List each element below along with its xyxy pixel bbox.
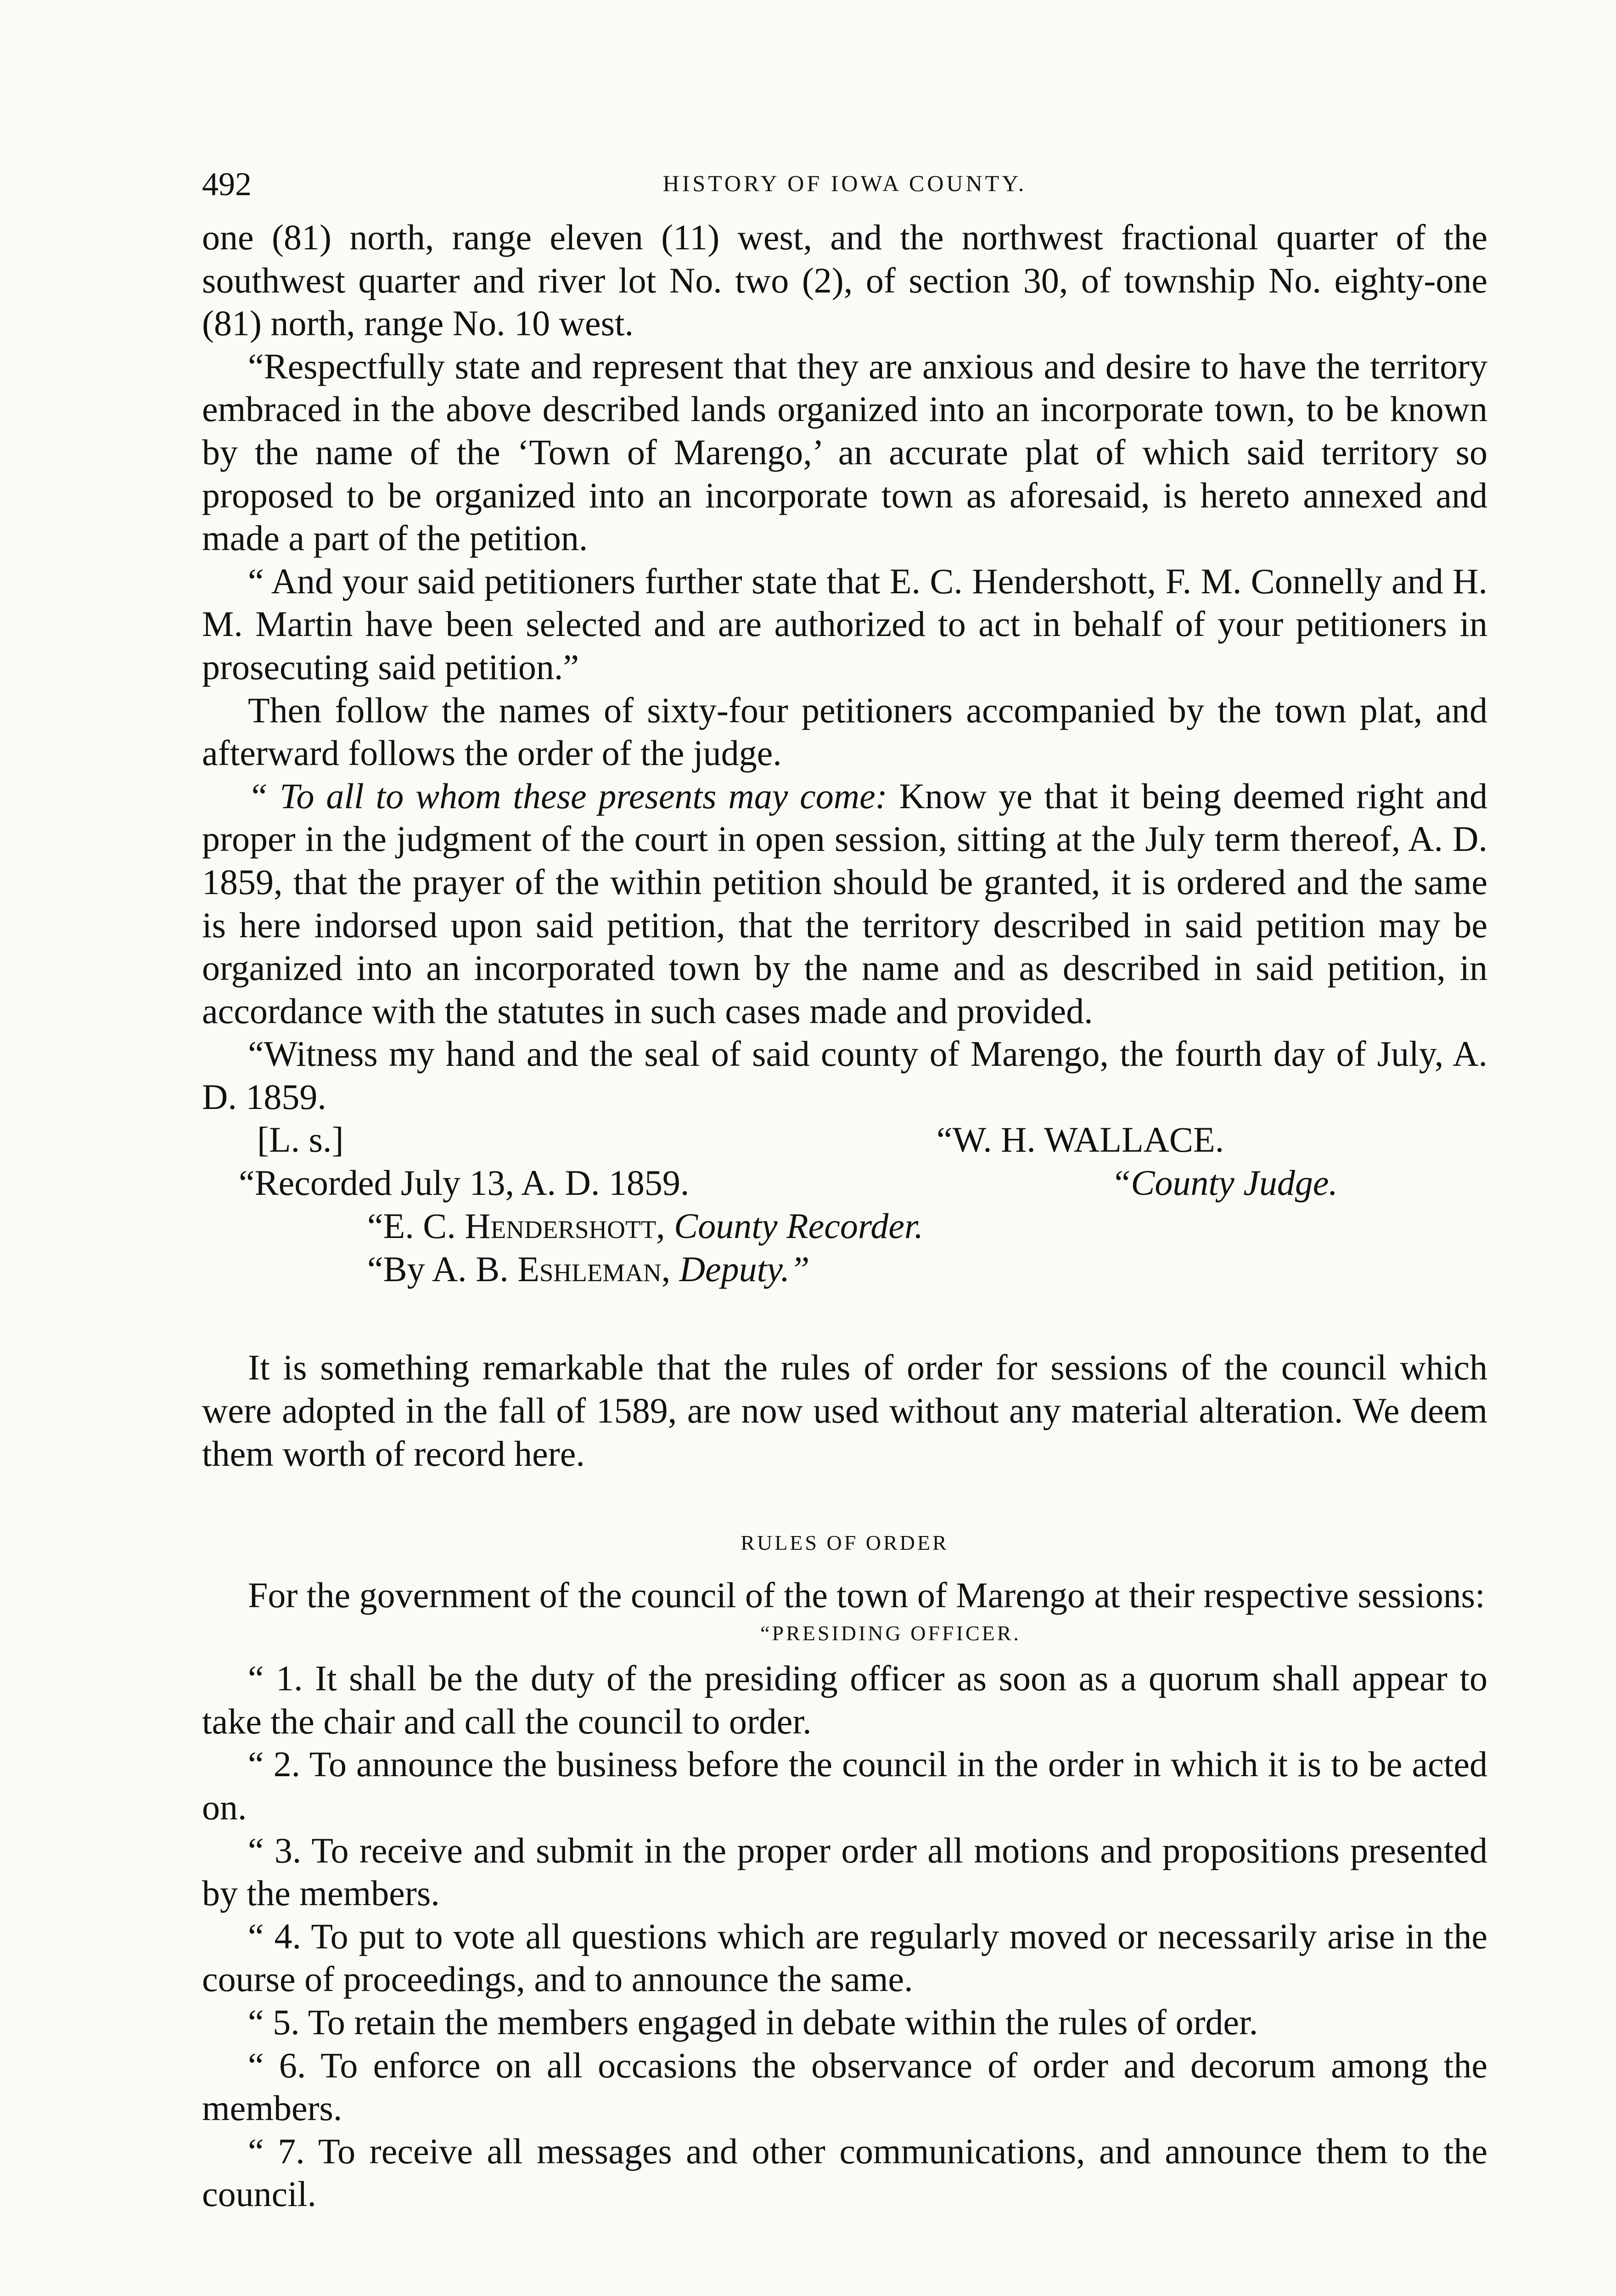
paragraph-names: Then follow the names of sixty-four petitioners accompanied by the town plat, and afterward follows the order of the judge. (202, 690, 1487, 773)
rules-intro: For the government of the council of the town of Marengo at their respective sessions: (248, 1575, 1485, 1615)
rule-item-7: “ 7. To receive all messages and other communications, and announce them to the council. (202, 2131, 1487, 2214)
judge-name: “W. H. WALLACE. (937, 1120, 1224, 1160)
paragraph-order (202, 775, 1487, 1033)
rule-item-6: “ 6. To enforce on all occasions the observance of order and decorum among the members. (202, 2045, 1487, 2128)
paragraph-petitioners: “ And your said petitioners further state that E. C. Hendershott, F. M. Connelly and H. M. Martin have been selected and are authorized to act in behalf of your petitioners in prosecuting said petition.” (202, 561, 1487, 687)
rules-heading: RULES OF ORDER (741, 1531, 949, 1555)
signature-row-4 (202, 1248, 1487, 1291)
rule-item-3: “ 3. To receive and submit in the proper order all motions and propositions presented by the members. (202, 1830, 1487, 1913)
rule-item-4: “ 4. To put to vote all questions which are regularly moved or necessarily arise in the course of proceedings, and to announce the same. (202, 1916, 1487, 1999)
recorder-line: “E. C. Hendershott, County Recorder. (367, 1206, 924, 1246)
seal-mark: [L. s.] (257, 1120, 344, 1160)
signature-row-1 (202, 1118, 1487, 1161)
rule-item-1: “ 1. It shall be the duty of the presiding officer as soon as a quorum shall appear to take the chair and call the council to order. (202, 1658, 1487, 1741)
signature-row-2 (202, 1161, 1487, 1204)
rule-item-5: “ 5. To retain the members engaged in debate within the rules of order. (248, 2002, 1258, 2042)
paragraph-township: one (81) north, range eleven (11) west, and the northwest fractional quarter of the southwest quarter and river lot No. two (2), of section 30, of township No. eighty-one (81) north, range No. 10 west. (202, 217, 1487, 343)
deputy-line: “By A. B. Eshleman, Deputy.” (367, 1249, 810, 1289)
paragraph-witness: “Witness my hand and the seal of said county of Marengo, the fourth day of July, A. D. 1859. (202, 1034, 1487, 1117)
order-text: Know ye that it being deemed right and proper in the judgment of the court in open session, sitting at the July term thereof, A. D. 1859, that the prayer of the within petition should be granted, it is ordered and the same is here indorsed upon said petition, that the territory described in said petition may be organized into an incorporated town by the name and as described in said petition, in accordance with the statutes in such cases made and provided. (202, 776, 1487, 1031)
book-page (202, 165, 1487, 2216)
presiding-officer-heading: “PRESIDING OFFICER. (760, 1621, 1021, 1645)
salutation-italic: “ To all to whom these presents may come: (248, 776, 887, 816)
recorded-date: “Recorded July 13, A. D. 1859. (239, 1163, 690, 1203)
page-body (202, 216, 1487, 2216)
running-title: HISTORY OF IOWA COUNTY. (662, 170, 1027, 196)
paragraph-remarkable: It is something remarkable that the rules of order for sessions of the council which were adopted in the fall of 1589, are now used without any material alteration. We deem them worth of record here. (202, 1347, 1487, 1474)
page-number: 492 (202, 166, 252, 203)
paragraph-respectfully: “Respectfully state and represent that they are anxious and desire to have the territory embraced in the above described lands organized into an incorporate town, to be known by the name of the ‘Town of Marengo,’ an accurate plat of which said territory so proposed to be organized into an incorporate town as aforesaid, is hereto annexed and made a part of the petition. (202, 346, 1487, 558)
judge-title: “County Judge. (1111, 1163, 1338, 1203)
running-header (202, 165, 1487, 216)
signature-row-3 (202, 1204, 1487, 1248)
rule-item-2: “ 2. To announce the business before the council in the order in which it is to be acted on. (202, 1744, 1487, 1827)
